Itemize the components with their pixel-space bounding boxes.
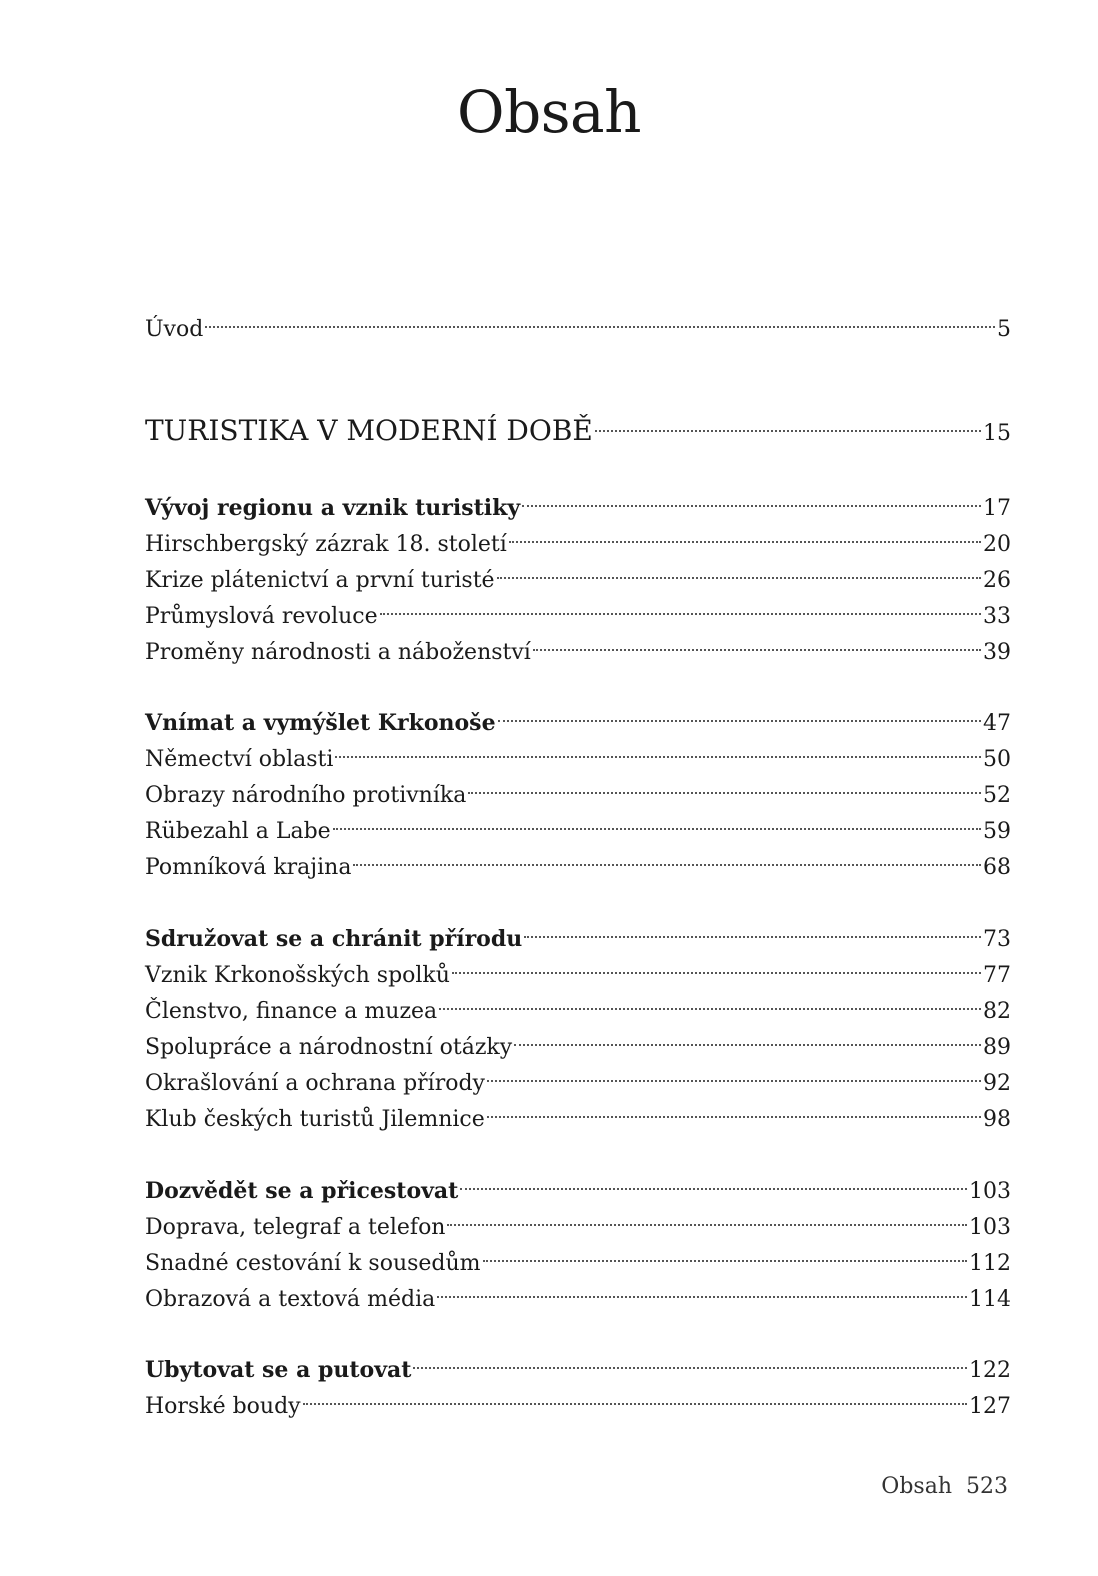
toc-entry-label: Horské boudy: [145, 1394, 301, 1419]
dot-leader: [380, 593, 981, 623]
page-number: 523: [966, 1474, 1008, 1499]
toc-entry-label: Členstvo, finance a muzea: [145, 999, 438, 1024]
dot-leader: [524, 916, 981, 946]
toc-entry-label: Krize plátenictví a první turisté: [145, 568, 495, 593]
dot-leader: [522, 485, 981, 515]
toc-entry[interactable]: [145, 521, 1011, 560]
toc-entry[interactable]: [145, 593, 1011, 632]
toc-entry-label: TURISTIKA V MODERNÍ DOBĚ: [145, 414, 593, 447]
toc-entry[interactable]: [145, 1276, 1011, 1315]
toc-entry-page: 112: [969, 1251, 1011, 1276]
toc-entry-label: Obrazová a textová média: [145, 1287, 436, 1312]
toc-entry-label: Snadné cestování k sousedům: [145, 1251, 481, 1276]
toc-entry-page: 68: [983, 855, 1011, 880]
toc-entry-label: Úvod: [145, 317, 204, 342]
toc-entry[interactable]: [145, 306, 1011, 345]
toc-entry-label: Dozvědět se a přicestovat: [145, 1178, 459, 1204]
toc-entry-page: 122: [969, 1358, 1011, 1383]
toc-entry-label: Vývoj regionu a vznik turistiky: [145, 495, 521, 521]
dot-leader: [468, 772, 981, 802]
dot-leader: [447, 1204, 967, 1234]
toc-chapter[interactable]: [145, 1347, 1011, 1386]
toc-entry-page: 26: [983, 568, 1011, 593]
toc-entry-label: Rübezahl a Labe: [145, 819, 331, 844]
toc-entry-label: Obrazy národního protivníka: [145, 783, 467, 808]
dot-leader: [205, 306, 995, 336]
toc-entry[interactable]: [145, 1096, 1011, 1135]
toc-entry[interactable]: [145, 772, 1011, 811]
toc-entry[interactable]: [145, 1060, 1011, 1099]
toc-entry-page: 33: [983, 604, 1011, 629]
toc-entry-page: 103: [969, 1179, 1011, 1204]
toc-entry[interactable]: [145, 1024, 1011, 1063]
page-title: Obsah: [457, 78, 641, 146]
toc-entry-page: 17: [983, 496, 1011, 521]
toc-entry[interactable]: [145, 844, 1011, 883]
toc-entry-page: 5: [997, 317, 1011, 342]
dot-leader: [437, 1276, 967, 1306]
toc-entry[interactable]: [145, 557, 1011, 596]
toc-entry-page: 103: [969, 1215, 1011, 1240]
toc-entry-page: 47: [983, 711, 1011, 736]
toc-entry-page: 77: [983, 963, 1011, 988]
toc-entry[interactable]: [145, 988, 1011, 1027]
toc-entry-page: 82: [983, 999, 1011, 1024]
toc-entry-page: 50: [983, 747, 1011, 772]
toc-entry[interactable]: [145, 1240, 1011, 1279]
toc-chapter[interactable]: [145, 700, 1011, 739]
toc-entry-page: 89: [983, 1035, 1011, 1060]
toc-part-heading[interactable]: [145, 410, 1011, 449]
toc-entry[interactable]: [145, 1204, 1011, 1243]
toc-entry-label: Klub českých turistů Jilemnice: [145, 1107, 485, 1132]
toc-entry[interactable]: [145, 629, 1011, 668]
dot-leader: [533, 629, 981, 659]
dot-leader: [595, 410, 981, 440]
toc-entry[interactable]: [145, 1383, 1011, 1422]
dot-leader: [460, 1168, 967, 1198]
toc-entry-label: Doprava, telegraf a telefon: [145, 1215, 446, 1240]
toc-entry-page: 98: [983, 1107, 1011, 1132]
toc-entry-page: 114: [969, 1287, 1011, 1312]
toc-entry-page: 39: [983, 640, 1011, 665]
dot-leader: [487, 1096, 981, 1126]
dot-leader: [439, 988, 981, 1018]
dot-leader: [497, 557, 981, 587]
toc-entry-label: Spolupráce a národnostní otázky: [145, 1035, 513, 1060]
toc-entry-label: Sdružovat se a chránit přírodu: [145, 926, 523, 952]
toc-entry-label: Němectví oblasti: [145, 747, 334, 772]
dot-leader: [303, 1383, 967, 1413]
dot-leader: [487, 1060, 981, 1090]
toc-entry[interactable]: [145, 952, 1011, 991]
toc-entry-label: Okrašlování a ochrana přírody: [145, 1071, 485, 1096]
running-footer-title: Obsah: [881, 1474, 952, 1499]
toc-entry-label: Pomníková krajina: [145, 855, 352, 880]
toc-entry-page: 92: [983, 1071, 1011, 1096]
toc-chapter[interactable]: [145, 1168, 1011, 1207]
dot-leader: [353, 844, 981, 874]
dot-leader: [335, 736, 981, 766]
dot-leader: [514, 1024, 981, 1054]
toc-entry-page: 52: [983, 783, 1011, 808]
toc-chapter[interactable]: [145, 916, 1011, 955]
toc-entry[interactable]: [145, 808, 1011, 847]
page-footer: [881, 1472, 1008, 1502]
dot-leader: [452, 952, 981, 982]
toc-entry-page: 127: [969, 1394, 1011, 1419]
toc-entry-label: Hirschbergský zázrak 18. století: [145, 532, 507, 557]
toc-entry-label: Proměny národnosti a náboženství: [145, 640, 531, 665]
toc-entry-page: 59: [983, 819, 1011, 844]
dot-leader: [498, 700, 981, 730]
toc-entry-page: 15: [983, 421, 1011, 446]
toc-entry-label: Průmyslová revoluce: [145, 604, 378, 629]
toc-entry-label: Vznik Krkonošských spolků: [145, 963, 450, 988]
toc-entry-page: 20: [983, 532, 1011, 557]
dot-leader: [509, 521, 981, 551]
toc-chapter[interactable]: [145, 485, 1011, 524]
dot-leader: [413, 1347, 967, 1377]
dot-leader: [333, 808, 981, 838]
toc-entry-label: Ubytovat se a putovat: [145, 1357, 412, 1383]
toc-entry-label: Vnímat a vymýšlet Krkonoše: [145, 710, 496, 736]
dot-leader: [483, 1240, 967, 1270]
toc-entry-page: 73: [983, 927, 1011, 952]
toc-entry[interactable]: [145, 736, 1011, 775]
